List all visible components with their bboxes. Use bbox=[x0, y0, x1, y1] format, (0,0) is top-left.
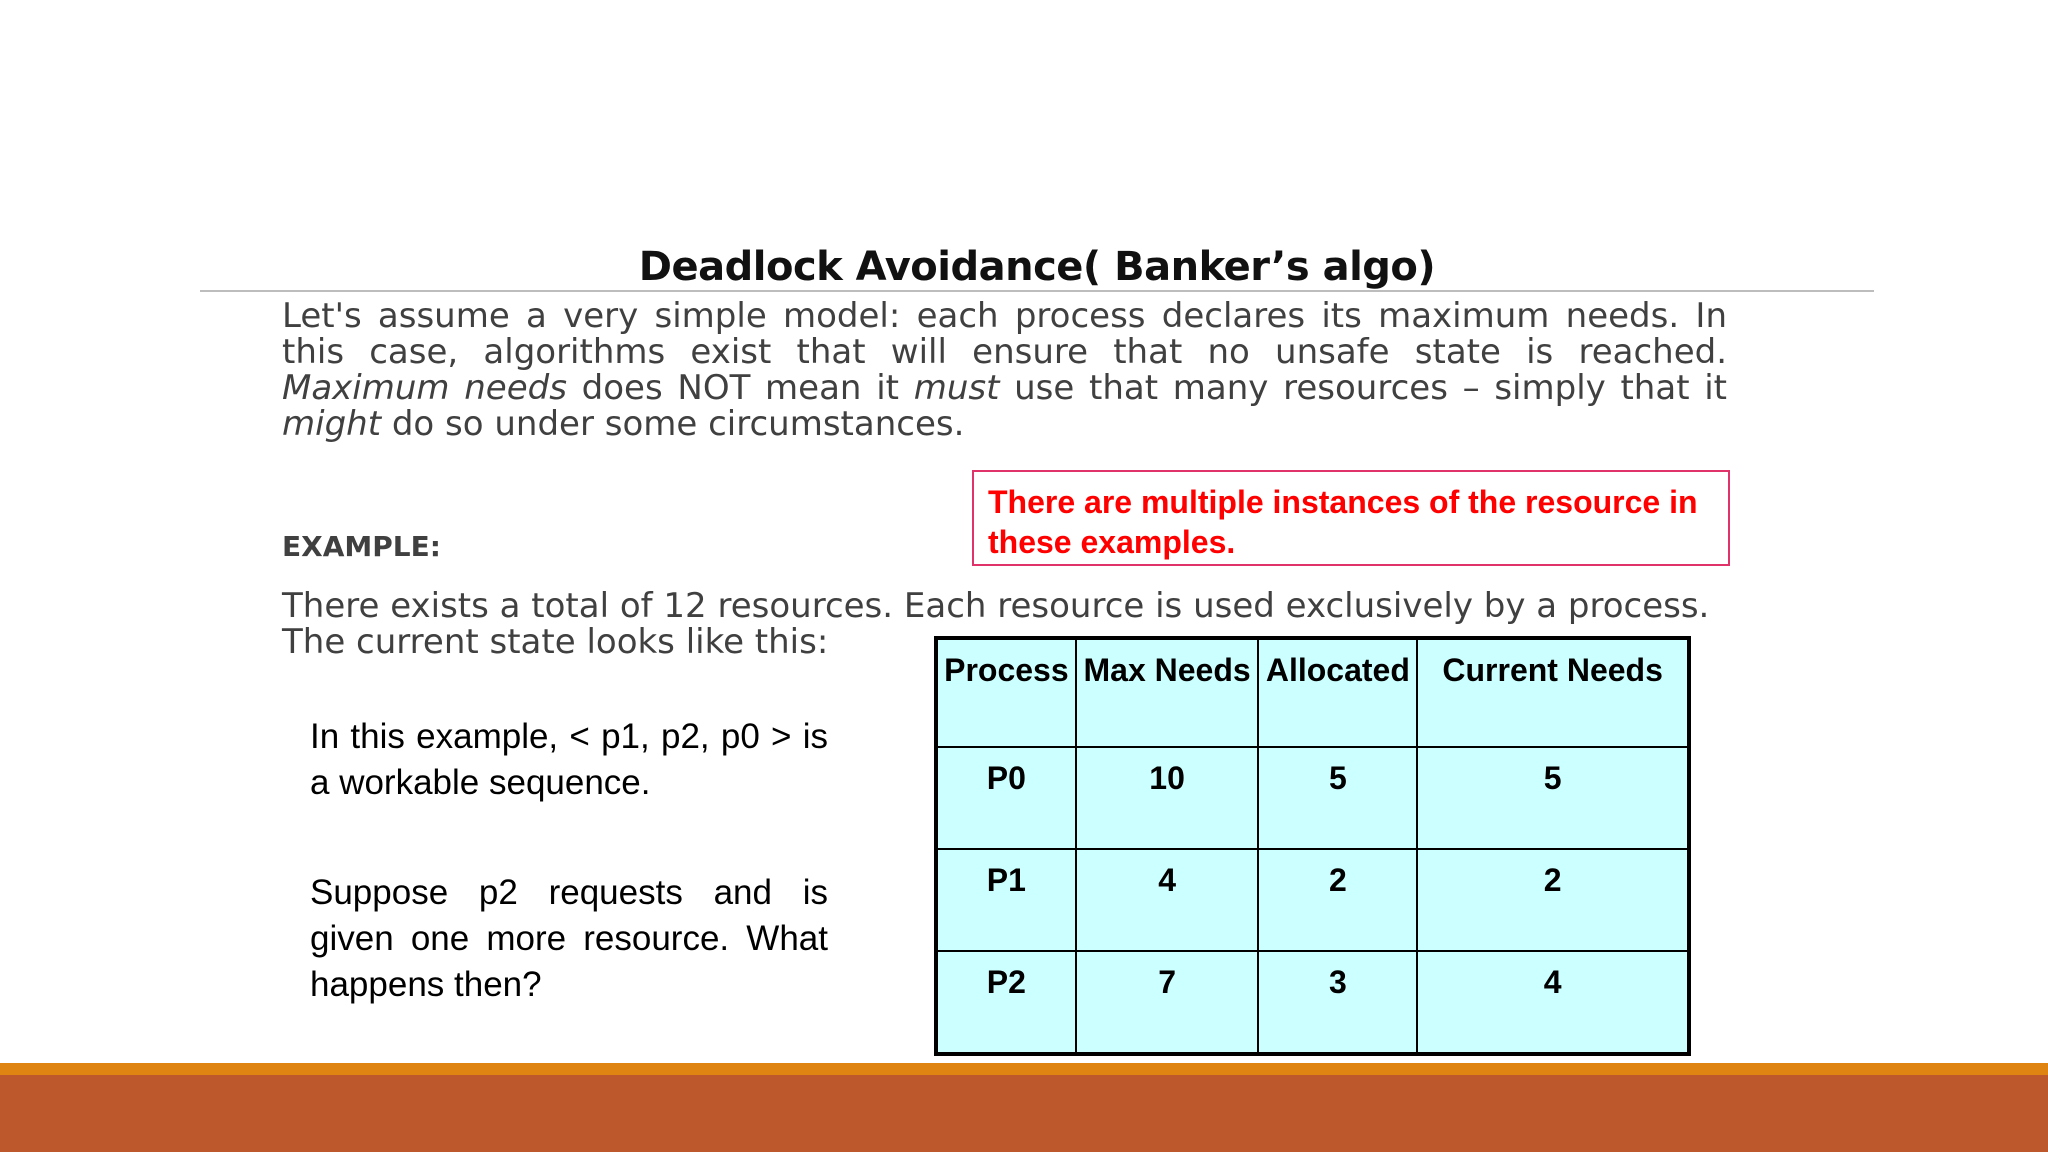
footer-band bbox=[0, 1075, 2048, 1152]
cell-max-needs: 10 bbox=[1076, 747, 1259, 849]
resource-table bbox=[934, 636, 1691, 1056]
note-box: There are multiple instances of the resource in these examples. bbox=[972, 470, 1730, 566]
cell-allocated: 5 bbox=[1258, 747, 1417, 849]
cell-current-needs: 4 bbox=[1417, 951, 1689, 1054]
header-process: Process bbox=[936, 638, 1076, 747]
cell-process: P1 bbox=[936, 849, 1076, 951]
intro-emphasis-2: must bbox=[913, 368, 1000, 408]
table-row bbox=[936, 849, 1689, 951]
table-row bbox=[936, 951, 1689, 1054]
intro-text-3: use that many resources – simply that it bbox=[999, 368, 1728, 408]
cell-process: P2 bbox=[936, 951, 1076, 1054]
cell-max-needs: 7 bbox=[1076, 951, 1259, 1054]
cell-process: P0 bbox=[936, 747, 1076, 849]
header-allocated: Allocated bbox=[1258, 638, 1417, 747]
intro-paragraph bbox=[282, 298, 1727, 442]
header-current-needs: Current Needs bbox=[1417, 638, 1689, 747]
example-label: EXAMPLE: bbox=[282, 530, 441, 563]
table-row bbox=[936, 747, 1689, 849]
cell-current-needs: 2 bbox=[1417, 849, 1689, 951]
state-description: There exists a total of 12 resources. Each resource is used exclusively by a process. The current state looks like this: bbox=[282, 586, 1710, 662]
sequence-text: In this example, < p1, p2, p0 > is a workable sequence. bbox=[310, 717, 828, 802]
cell-allocated: 3 bbox=[1258, 951, 1417, 1054]
header-max-needs: Max Needs bbox=[1076, 638, 1259, 747]
cell-allocated: 2 bbox=[1258, 849, 1417, 951]
intro-text-1: Let's assume a very simple model: each process declares its maximum needs. In this case, algorithms exist that will ensure that no unsafe state is reached. bbox=[282, 296, 1727, 372]
title-divider bbox=[200, 290, 1874, 292]
intro-text-2: does NOT mean it bbox=[566, 368, 914, 408]
slide-title: Deadlock Avoidance( Banker’s algo) bbox=[638, 244, 1436, 290]
intro-emphasis-3: might bbox=[282, 404, 382, 444]
intro-emphasis-1: Maximum needs bbox=[282, 368, 567, 408]
cell-max-needs: 4 bbox=[1076, 849, 1259, 951]
table-header-row bbox=[936, 638, 1689, 747]
footer-accent-line bbox=[0, 1063, 2048, 1075]
intro-text-4: do so under some circumstances. bbox=[381, 404, 965, 444]
cell-current-needs: 5 bbox=[1417, 747, 1689, 849]
question-text: Suppose p2 requests and is given one more resource. What happens then? bbox=[310, 873, 828, 1004]
